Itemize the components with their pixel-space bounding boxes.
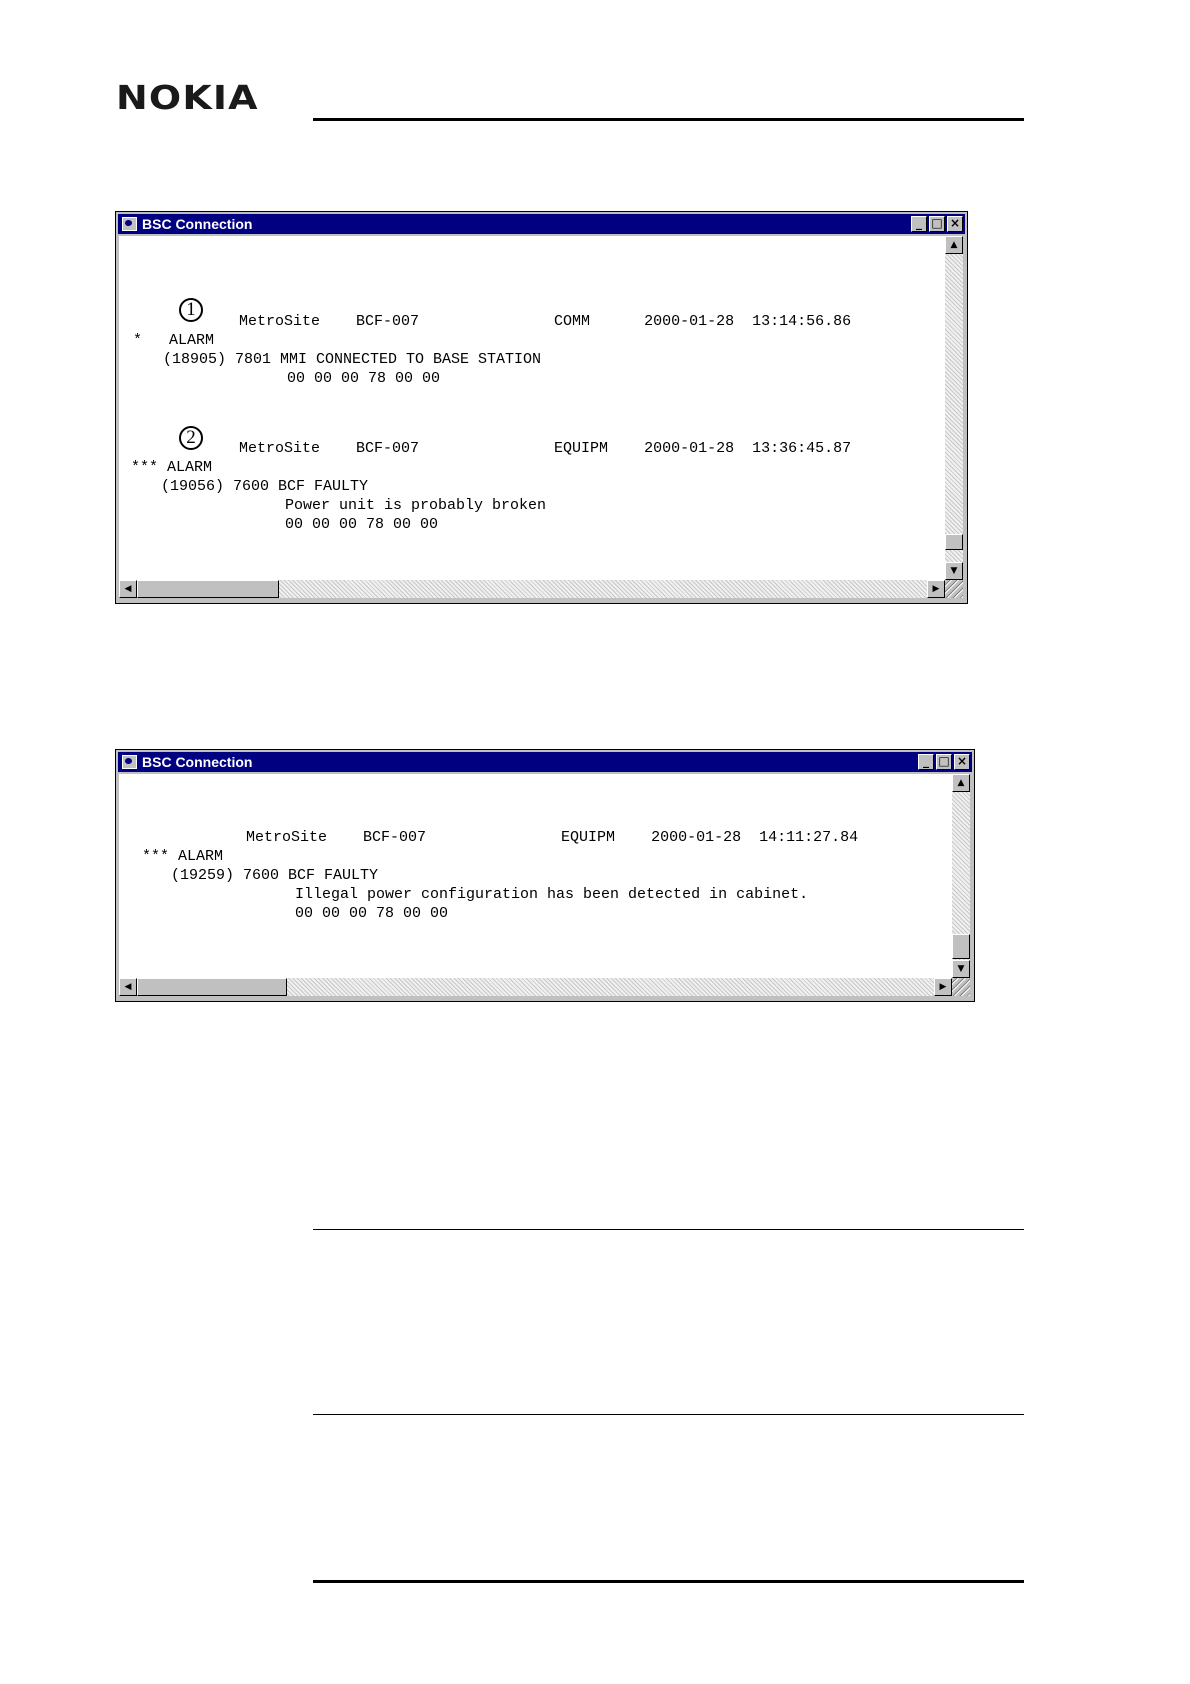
scroll-up-button[interactable]: ▲: [952, 774, 970, 792]
title-bar[interactable]: [118, 752, 972, 772]
vertical-scrollbar[interactable]: [945, 236, 963, 580]
bsc-connection-window-2: [115, 749, 975, 1002]
maximize-button[interactable]: □: [936, 754, 952, 770]
scroll-right-button[interactable]: ▶: [934, 978, 952, 996]
nokia-logo: NOKIA: [116, 78, 259, 117]
vertical-scroll-thumb[interactable]: [952, 934, 970, 959]
alarm-header-line: MetroSite BCF-007 COMM 2000-01-28 13:14:56.86: [239, 313, 852, 330]
vertical-scroll-thumb[interactable]: [945, 534, 963, 550]
callout-marker-1: 1: [179, 298, 203, 322]
horizontal-scroll-thumb[interactable]: [137, 978, 287, 996]
console-output[interactable]: [119, 236, 945, 580]
close-button[interactable]: ×: [954, 754, 970, 770]
window-title: BSC Connection: [142, 216, 253, 232]
scroll-left-button[interactable]: ◀: [119, 978, 137, 996]
scroll-down-button[interactable]: ▼: [945, 562, 963, 580]
close-button[interactable]: ×: [947, 216, 963, 232]
minimize-button[interactable]: _: [918, 754, 934, 770]
alarm-code-line: (18905) 7801 MMI CONNECTED TO BASE STATION: [163, 351, 542, 368]
alarm-code-line: (19056) 7600 BCF FAULTY: [161, 478, 369, 495]
horizontal-scrollbar[interactable]: [119, 580, 945, 598]
alarm-severity-line: * ALARM: [133, 332, 215, 349]
scroll-down-button[interactable]: ▼: [952, 960, 970, 978]
scroll-left-button[interactable]: ◀: [119, 580, 137, 598]
scroll-up-button[interactable]: ▲: [945, 236, 963, 254]
window-title: BSC Connection: [142, 754, 253, 770]
resize-grip[interactable]: [945, 580, 963, 598]
app-icon[interactable]: [122, 755, 137, 769]
minimize-button[interactable]: _: [911, 216, 927, 232]
scroll-right-button[interactable]: ▶: [927, 580, 945, 598]
resize-grip[interactable]: [952, 978, 970, 996]
console-output[interactable]: [119, 774, 952, 978]
alarm-code-line: (19259) 7600 BCF FAULTY: [171, 867, 379, 884]
horizontal-scroll-thumb[interactable]: [137, 580, 279, 598]
vertical-scrollbar[interactable]: [952, 774, 970, 978]
alarm-data-line: 00 00 00 78 00 00: [285, 516, 439, 533]
alarm-header-line: MetroSite BCF-007 EQUIPM 2000-01-28 13:36:45.87: [239, 440, 852, 457]
section-divider: [313, 1229, 1024, 1230]
maximize-button[interactable]: □: [929, 216, 945, 232]
callout-marker-2: 2: [179, 426, 203, 450]
section-divider: [313, 1414, 1024, 1415]
alarm-detail-line: Power unit is probably broken: [285, 497, 547, 514]
alarm-data-line: 00 00 00 78 00 00: [295, 905, 449, 922]
alarm-detail-line: Illegal power configuration has been detected in cabinet.: [295, 886, 809, 903]
header-rule: [313, 118, 1024, 121]
title-bar[interactable]: [118, 214, 965, 234]
footer-rule: [313, 1580, 1024, 1583]
alarm-data-line: 00 00 00 78 00 00: [287, 370, 441, 387]
horizontal-scrollbar[interactable]: [119, 978, 952, 996]
alarm-severity-line: *** ALARM: [131, 459, 213, 476]
bsc-connection-window-1: [115, 211, 968, 604]
alarm-severity-line: *** ALARM: [142, 848, 224, 865]
app-icon[interactable]: [122, 217, 137, 231]
alarm-header-line: MetroSite BCF-007 EQUIPM 2000-01-28 14:11:27.84: [246, 829, 859, 846]
